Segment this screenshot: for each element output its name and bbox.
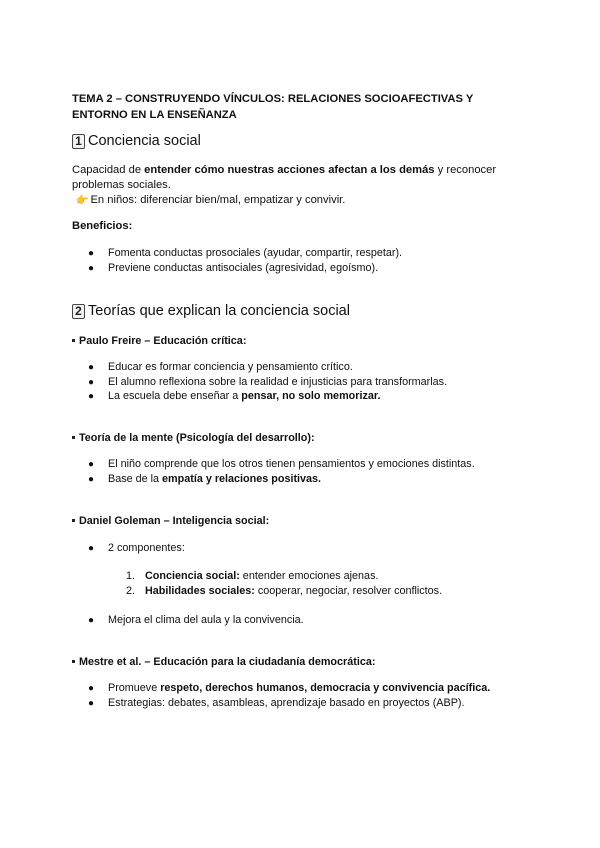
goleman-item: 2 componentes: xyxy=(108,542,185,554)
document-title: TEMA 2 – CONSTRUYENDO VÍNCULOS: RELACIONES SOCIOAFECTIVAS Y ENTORNO EN LA ENSEÑANZA xyxy=(72,93,474,121)
section-1-title: Conciencia social xyxy=(88,133,201,149)
number-1-badge: 1 xyxy=(72,134,85,149)
freire-item: La escuela debe enseñar a pensar, no solo memorizar. xyxy=(108,390,381,402)
freire-item: Educar es formar conciencia y pensamiento crítico. xyxy=(108,361,353,373)
bullet-icon: ● xyxy=(88,698,95,709)
section-1-heading xyxy=(72,133,201,149)
goleman-subitem: Habilidades sociales: cooperar, negociar, resolver conflictos. xyxy=(145,585,443,597)
mind-item: Base de la empatía y relaciones positivas. xyxy=(108,473,322,485)
benefit-item: Previene conductas antisociales (agresividad, egoísmo). xyxy=(108,262,379,274)
bullet-icon: ● xyxy=(88,683,95,694)
goleman-item: Mejora el clima del aula y la convivencia. xyxy=(108,614,304,626)
benefit-item: Fomenta conductas prosociales (ayudar, compartir, respetar). xyxy=(108,247,403,259)
square-bullet-icon xyxy=(72,339,75,342)
mestre-item: Estrategias: debates, asambleas, aprendizaje basado en proyectos (ABP). xyxy=(108,697,465,709)
bullet-icon: ● xyxy=(88,459,95,470)
s1-intro-line2: problemas sociales. xyxy=(72,179,171,191)
freire-item: El alumno reflexiona sobre la realidad e injusticias para transformarlas. xyxy=(108,376,448,388)
pointing-hand-icon: 👉 xyxy=(76,195,89,206)
mind-theory-label: Teoría de la mente (Psicología del desarrollo): xyxy=(72,432,315,444)
bullet-icon: ● xyxy=(88,263,95,274)
bullet-icon: ● xyxy=(88,543,95,554)
bullet-icon: ● xyxy=(88,377,95,388)
benefits-label: Beneficios: xyxy=(72,220,133,232)
s1-kids-line: 👉 En niños: diferenciar bien/mal, empatizar y convivir. xyxy=(76,194,346,206)
bullet-icon: ● xyxy=(88,362,95,373)
mestre-label: Mestre et al. – Educación para la ciudadanía democrática: xyxy=(72,656,375,668)
square-bullet-icon xyxy=(72,660,75,663)
bullet-icon: ● xyxy=(88,391,95,402)
freire-label: Paulo Freire – Educación crítica: xyxy=(72,335,246,347)
mestre-item: Promueve respeto, derechos humanos, democracia y convivencia pacífica. xyxy=(108,682,491,694)
number-2-badge: 2 xyxy=(72,304,85,319)
mind-item: El niño comprende que los otros tienen pensamientos y emociones distintas. xyxy=(108,458,475,470)
ordered-number: 1. xyxy=(126,570,136,582)
bullet-icon: ● xyxy=(88,248,95,259)
section-2-title: Teorías que explican la conciencia social xyxy=(88,303,350,319)
bullet-icon: ● xyxy=(88,474,95,485)
square-bullet-icon xyxy=(72,436,75,439)
bullet-icon: ● xyxy=(88,615,95,626)
square-bullet-icon xyxy=(72,519,75,522)
s1-intro-line1: Capacidad de entender cómo nuestras acciones afectan a los demás y reconocer xyxy=(72,164,497,176)
goleman-subitem: Conciencia social: entender emociones ajenas. xyxy=(145,570,379,582)
goleman-label: Daniel Goleman – Inteligencia social: xyxy=(72,515,269,527)
section-2-heading xyxy=(72,303,350,319)
ordered-number: 2. xyxy=(126,585,136,597)
